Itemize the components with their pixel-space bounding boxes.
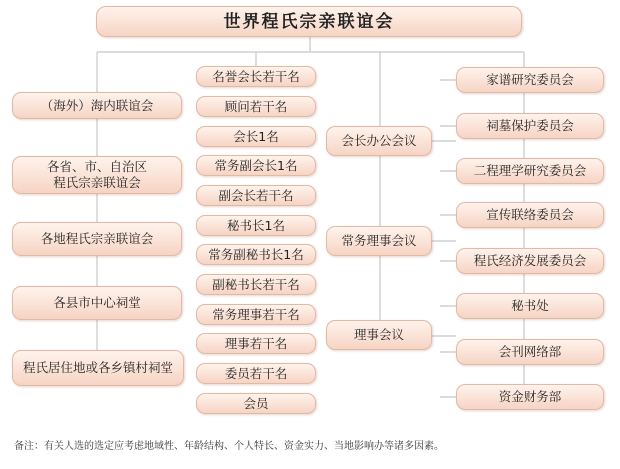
org-node-left-4: 程氏居住地或各乡镇村祠堂: [12, 350, 184, 386]
org-node-center-1: 顾问若干名: [196, 96, 316, 117]
chart-title: 世界程氏宗亲联谊会: [96, 6, 522, 37]
org-node-center-7: 副秘书长若干名: [196, 274, 316, 295]
org-node-center-8: 常务理事若干名: [196, 304, 316, 325]
org-node-center-10: 委员若干名: [196, 363, 316, 384]
org-node-center-6: 常务副秘书长1名: [196, 244, 316, 265]
org-node-right-6: 会刊网络部: [456, 339, 604, 365]
meeting-node-0: 会长办公会议: [326, 126, 432, 156]
org-node-left-2: 各地程氏宗亲联谊会: [12, 222, 182, 256]
org-node-left-0: （海外）海内联谊会: [12, 92, 182, 119]
meeting-node-1: 常务理事会议: [326, 226, 432, 256]
org-node-right-0: 家谱研究委员会: [456, 67, 604, 93]
org-node-right-2: 二程理学研究委员会: [456, 158, 604, 184]
org-node-right-4: 程氏经济发展委员会: [456, 248, 604, 274]
footnote: 备注：有关人选的选定应考虑地域性、年龄结构、个人特长、资金实力、当地影响办等诸多因素。: [14, 441, 444, 452]
org-node-center-4: 副会长若干名: [196, 185, 316, 206]
org-node-center-5: 秘书长1名: [196, 215, 316, 236]
org-node-right-1: 祠墓保护委员会: [456, 113, 604, 139]
org-node-right-3: 宣传联络委员会: [456, 202, 604, 228]
org-node-center-0: 名誉会长若干名: [196, 66, 316, 87]
org-node-center-9: 理事若干名: [196, 333, 316, 354]
org-node-center-3: 常务副会长1名: [196, 155, 316, 176]
org-node-right-5: 秘书处: [456, 293, 604, 319]
org-node-center-2: 会长1名: [196, 126, 316, 147]
org-node-center-11: 会员: [196, 393, 316, 414]
org-node-left-3: 各县市中心祠堂: [12, 286, 182, 320]
meeting-node-2: 理事会议: [326, 320, 432, 350]
org-node-left-1: 各省、市、自治区 程氏宗亲联谊会: [12, 156, 182, 194]
org-node-right-7: 资金财务部: [456, 384, 604, 410]
